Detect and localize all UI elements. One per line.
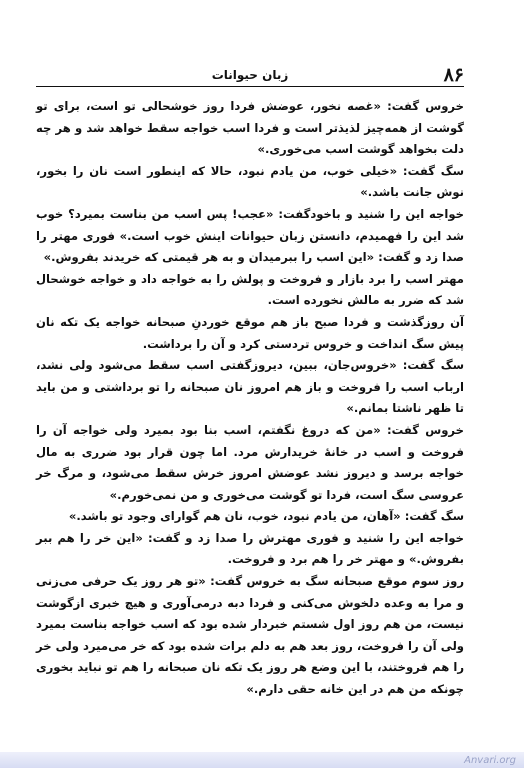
paragraph: سگ گفت: «خروس‌جان، ببین، دیروزگفتی اسب سقط می‌شود ولی نشد، ارباب اسب را فروخت و باز هم امروز نان صبحانه را تو برداشتی و من باید تا ظهر ناشتا بمانم.» xyxy=(36,358,464,416)
paragraph: مهتر اسب را برد بازار و فروخت و پولش را به خواجه داد و خواجه خوشحال شد که ضرر به مالش نخورده است. xyxy=(36,271,464,308)
paragraph: روز سوم موقع صبحانه سگ به خروس گفت: «تو هر روز یک حرفی می‌زنی و مرا به وعده دلخوش می‌کنی و فردا دبه درمی‌آوری و هیچ خبری ازگوشت نیست، من هم روز اول شستم خبردار شده بود که اسب خواجه بناست بمیرد ولی آن را فروخت، روز بعد هم به دلم برات شده بود که خر می‌میرد ولی خر را هم فروختند، با این وضع هر روز یک تکه نان صبحانه را هم تو نباید بخوری چونکه من هم در این خانه حقی دارم.» xyxy=(36,574,464,697)
paragraph: خروس گفت: «من که دروغ نگفتم، اسب بنا بود بمیرد ولی خواجه آن را فروخت و اسب در خانهٔ خریدارش مرد. اما چون قرار بود ضرری به مال خواجه برسد و دیروز نشد عوضش امروز خرش سقط می‌شود، و مرگ خر عروسی سگ است، فردا تو گوشت می‌خوری و من نمی‌خورم.» xyxy=(36,422,464,502)
paragraph: خواجه این را شنید و باخودگفت: «عجب! پس اسب من بناست بمیرد؟ خوب شد این را فهمیدم، دانستن زبان حیوانات اینش خوب است.» فوری مهتر را صدا زد و گفت: «این اسب را ببرمیدان و به هر قیمتی که خریدند بفروش.» xyxy=(36,206,464,265)
header-rule xyxy=(36,86,464,87)
running-title: زبان حیوانات xyxy=(211,68,289,82)
watermark: Anvari.org xyxy=(464,755,516,766)
footer-bar xyxy=(0,752,524,768)
page-number: ۸۶ xyxy=(443,64,464,86)
body-text xyxy=(36,96,464,701)
paragraph: سگ گفت: «آهان، من یادم نبود، خوب، نان هم گوارای وجود تو باشد.» xyxy=(68,509,464,524)
paragraph: خروس گفت: «غصه نخور، عوضش فردا روز خوشحالی تو است، برای تو گوشت از همه‌چیز لذیذتر است و فردا اسب خواجه سقط خواهد شد و هر چه دلت بخواهد گوشت اسب می‌خوری.» xyxy=(36,99,464,157)
paragraph: آن روزگذشت و فردا صبح باز هم موقع خوردنِ صبحانه خواجه یک تکه نان پیش سگ انداخت و خروس تردستی کرد و آن را برداشت. xyxy=(36,314,464,351)
paragraph: سگ گفت: «خیلی خوب، من یادم نبود، حالا که اینطور است نان را بخور، نوش جانت باشد.» xyxy=(36,163,464,200)
paragraph: خواجه این را شنید و فوری مهترش را صدا زد و گفت: «این خر را هم ببر بفروش.» و مهتر خر را هم برد و فروخت. xyxy=(36,530,464,567)
page-header xyxy=(36,64,464,88)
